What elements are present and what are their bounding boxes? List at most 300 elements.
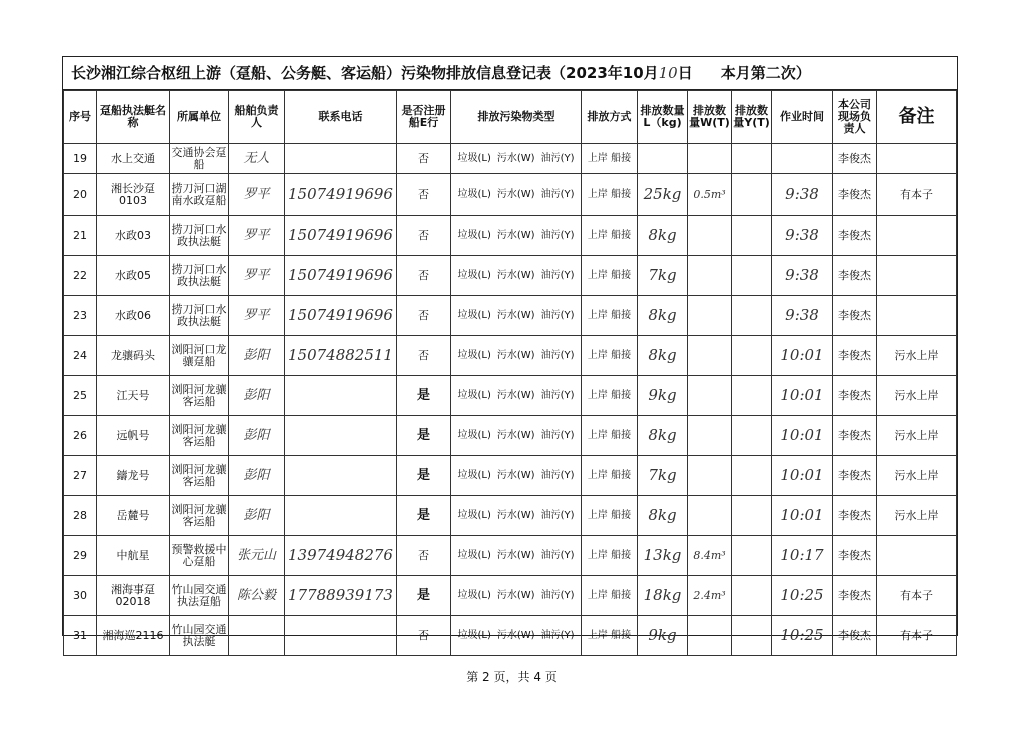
cell-name-text: 水上交通 — [111, 151, 155, 165]
cell-rep — [833, 376, 877, 416]
cell-time — [772, 416, 833, 456]
type-oil: 油污(Y) — [540, 389, 575, 401]
type-sewage: 污水(W) — [496, 349, 535, 361]
cell-unit — [170, 616, 229, 656]
cell-seq — [64, 616, 97, 656]
cell-remark — [877, 616, 957, 656]
cell-unit-text: 浏阳河龙骧客运船 — [171, 382, 227, 408]
cell-owner — [229, 456, 285, 496]
cell-remark — [877, 416, 957, 456]
cell-seq-text: 25 — [73, 388, 87, 402]
cell-phone — [285, 336, 397, 376]
type-garbage: 垃圾(L) — [457, 309, 491, 321]
header-qty-w: 排放数量W(T) — [688, 91, 732, 144]
cell-qty-w — [688, 144, 732, 174]
cell-unit — [170, 496, 229, 536]
type-sewage: 污水(W) — [496, 309, 535, 321]
cell-unit-text: 浏阳河龙骧客运船 — [171, 502, 227, 528]
cell-owner — [229, 174, 285, 216]
table-row — [64, 616, 957, 656]
cell-name-text: 江天号 — [116, 388, 150, 402]
cell-owner — [229, 144, 285, 174]
cell-method — [582, 336, 638, 376]
cell-unit-text: 捞刀河口湖南水政趸船 — [171, 181, 227, 207]
cell-owner-text: 彭阳 — [243, 427, 270, 443]
cell-remark-text: 有本子 — [900, 628, 933, 642]
method-shore: 上岸 — [587, 389, 608, 401]
cell-owner — [229, 336, 285, 376]
cell-qty-y — [732, 456, 772, 496]
registration-form — [62, 56, 958, 648]
type-sewage: 污水(W) — [496, 549, 535, 561]
cell-name-text: 湘海巡2116 — [102, 628, 164, 642]
cell-method — [582, 496, 638, 536]
type-oil: 油污(Y) — [540, 549, 575, 561]
cell-seq — [64, 416, 97, 456]
cell-phone — [285, 296, 397, 336]
cell-types — [451, 144, 582, 174]
table-row — [64, 216, 957, 256]
cell-qty-y — [732, 376, 772, 416]
cell-phone — [285, 416, 397, 456]
cell-qty-y — [732, 576, 772, 616]
cell-remark-text: 污水上岸 — [894, 348, 939, 362]
cell-owner — [229, 256, 285, 296]
cell-owner — [229, 296, 285, 336]
type-oil: 油污(Y) — [540, 188, 575, 200]
type-oil: 油污(Y) — [540, 469, 575, 481]
cell-name — [97, 216, 170, 256]
cell-owner-text: 罗平 — [243, 307, 270, 323]
table-row — [64, 536, 957, 576]
cell-qty-w-text: 8.4m³ — [693, 548, 726, 562]
cell-unit-text: 预警救援中心趸船 — [171, 542, 227, 568]
cell-remark-text: 污水上岸 — [894, 468, 939, 482]
cell-types — [451, 256, 582, 296]
cell-rep — [833, 174, 877, 216]
cell-qty-y — [732, 536, 772, 576]
cell-registered — [397, 496, 451, 536]
method-ship: 船接 — [611, 389, 632, 401]
cell-types — [451, 416, 582, 456]
cell-unit — [170, 456, 229, 496]
cell-unit — [170, 576, 229, 616]
cell-seq-text: 20 — [73, 187, 87, 201]
cell-phone — [285, 496, 397, 536]
cell-seq — [64, 144, 97, 174]
cell-phone — [285, 256, 397, 296]
cell-remark — [877, 256, 957, 296]
cell-seq — [64, 216, 97, 256]
method-shore: 上岸 — [587, 229, 608, 241]
cell-types — [451, 376, 582, 416]
cell-qty-w — [688, 416, 732, 456]
type-garbage: 垃圾(L) — [457, 152, 491, 164]
type-garbage: 垃圾(L) — [457, 269, 491, 281]
cell-time-text: 10:01 — [780, 385, 824, 404]
cell-qty-l — [638, 336, 688, 376]
cell-time — [772, 296, 833, 336]
type-oil: 油污(Y) — [540, 152, 575, 164]
cell-unit-text: 捞刀河口水政执法艇 — [171, 222, 227, 248]
cell-remark — [877, 216, 957, 256]
cell-rep — [833, 336, 877, 376]
cell-time — [772, 536, 833, 576]
cell-unit — [170, 144, 229, 174]
cell-seq-text: 30 — [73, 588, 87, 602]
cell-qty-l-text: 8kg — [648, 425, 677, 444]
cell-time-text: 10:01 — [780, 465, 824, 484]
table-row — [64, 296, 957, 336]
cell-types — [451, 336, 582, 376]
cell-registered-text: 是 — [416, 467, 430, 483]
cell-seq-text: 21 — [73, 228, 87, 242]
cell-remark — [877, 376, 957, 416]
cell-time-text: 10:25 — [780, 625, 824, 644]
cell-name — [97, 174, 170, 216]
cell-remark-text: 有本子 — [900, 187, 933, 201]
table-row — [64, 174, 957, 216]
cell-qty-y — [732, 616, 772, 656]
cell-qty-y — [732, 174, 772, 216]
cell-unit-text: 竹山园交通执法艇 — [171, 622, 227, 648]
cell-qty-l — [638, 256, 688, 296]
cell-owner-text: 罗平 — [243, 227, 270, 243]
type-oil: 油污(Y) — [540, 589, 575, 601]
type-sewage: 污水(W) — [496, 269, 535, 281]
header-owner: 船舶负责人 — [229, 91, 285, 144]
type-sewage: 污水(W) — [496, 589, 535, 601]
type-sewage: 污水(W) — [496, 509, 535, 521]
cell-qty-l — [638, 536, 688, 576]
cell-registered — [397, 416, 451, 456]
type-garbage: 垃圾(L) — [457, 589, 491, 601]
cell-name — [97, 296, 170, 336]
cell-qty-l-text: 18kg — [643, 585, 682, 604]
cell-time — [772, 336, 833, 376]
cell-rep-text: 李俊杰 — [838, 508, 871, 522]
cell-qty-l-text: 9kg — [648, 385, 677, 404]
cell-phone — [285, 456, 397, 496]
pollutant-table — [63, 90, 957, 656]
header-unit: 所属单位 — [170, 91, 229, 144]
method-ship: 船接 — [611, 589, 632, 601]
cell-qty-l — [638, 296, 688, 336]
cell-rep-text: 李俊杰 — [838, 628, 871, 642]
cell-types — [451, 496, 582, 536]
cell-time — [772, 616, 833, 656]
cell-qty-w — [688, 336, 732, 376]
type-oil: 油污(Y) — [540, 309, 575, 321]
cell-rep-text: 李俊杰 — [838, 151, 871, 165]
cell-registered-text: 是 — [416, 427, 430, 443]
cell-owner-text: 陈公毅 — [236, 587, 276, 603]
cell-owner-text: 彭阳 — [243, 387, 270, 403]
method-ship: 船接 — [611, 629, 632, 641]
cell-registered-text: 是 — [416, 507, 430, 523]
cell-qty-l-text: 25kg — [643, 184, 682, 203]
cell-name — [97, 536, 170, 576]
method-shore: 上岸 — [587, 549, 608, 561]
cell-types — [451, 616, 582, 656]
cell-seq-text: 27 — [73, 468, 87, 482]
type-sewage: 污水(W) — [496, 229, 535, 241]
cell-qty-y — [732, 216, 772, 256]
title-day: 10 — [658, 64, 678, 82]
cell-remark-text: 污水上岸 — [894, 388, 939, 402]
cell-time — [772, 496, 833, 536]
cell-owner — [229, 416, 285, 456]
type-sewage: 污水(W) — [496, 389, 535, 401]
cell-owner-text: 彭阳 — [243, 507, 270, 523]
cell-unit-text: 浏阳河龙骧客运船 — [171, 422, 227, 448]
cell-remark — [877, 496, 957, 536]
cell-registered-text: 是 — [416, 387, 430, 403]
cell-qty-y — [732, 496, 772, 536]
cell-time — [772, 216, 833, 256]
cell-qty-l — [638, 144, 688, 174]
cell-name-text: 水政06 — [115, 308, 151, 322]
type-garbage: 垃圾(L) — [457, 469, 491, 481]
cell-remark — [877, 456, 957, 496]
table-row — [64, 496, 957, 536]
cell-method — [582, 536, 638, 576]
header-qty-l: 排放数量L（kg) — [638, 91, 688, 144]
cell-time — [772, 376, 833, 416]
cell-types — [451, 296, 582, 336]
type-garbage: 垃圾(L) — [457, 349, 491, 361]
cell-time-text: 9:38 — [785, 305, 819, 324]
cell-phone-text: 15074919696 — [288, 184, 393, 203]
cell-registered-text: 否 — [418, 348, 429, 362]
cell-unit-text: 捞刀河口水政执法艇 — [171, 302, 227, 328]
cell-method — [582, 416, 638, 456]
cell-registered-text: 是 — [416, 587, 430, 603]
form-title — [63, 57, 957, 90]
cell-method — [582, 296, 638, 336]
cell-time-text: 10:01 — [780, 425, 824, 444]
header-time: 作业时间 — [772, 91, 833, 144]
type-oil: 油污(Y) — [540, 429, 575, 441]
cell-registered-text: 否 — [418, 268, 429, 282]
method-ship: 船接 — [611, 429, 632, 441]
cell-seq — [64, 376, 97, 416]
cell-registered — [397, 336, 451, 376]
cell-qty-w — [688, 456, 732, 496]
cell-seq-text: 23 — [73, 308, 87, 322]
cell-qty-y — [732, 416, 772, 456]
cell-owner — [229, 576, 285, 616]
cell-seq — [64, 536, 97, 576]
cell-types — [451, 576, 582, 616]
header-method: 排放方式 — [582, 91, 638, 144]
cell-owner-text: 罗平 — [243, 267, 270, 283]
cell-qty-l-text: 7kg — [648, 265, 677, 284]
method-shore: 上岸 — [587, 629, 608, 641]
cell-qty-l — [638, 456, 688, 496]
cell-registered-text: 否 — [418, 628, 429, 642]
method-ship: 船接 — [611, 549, 632, 561]
cell-qty-l-text: 8kg — [648, 505, 677, 524]
type-garbage: 垃圾(L) — [457, 389, 491, 401]
cell-owner-text: 张元山 — [236, 547, 276, 563]
cell-registered — [397, 296, 451, 336]
cell-method — [582, 256, 638, 296]
cell-rep — [833, 216, 877, 256]
cell-seq-text: 31 — [73, 628, 87, 642]
cell-qty-l — [638, 496, 688, 536]
cell-remark — [877, 536, 957, 576]
cell-registered-text: 否 — [418, 151, 429, 165]
cell-time-text: 9:38 — [785, 184, 819, 203]
cell-phone — [285, 216, 397, 256]
type-garbage: 垃圾(L) — [457, 188, 491, 200]
cell-name — [97, 256, 170, 296]
cell-remark-text: 污水上岸 — [894, 428, 939, 442]
cell-owner — [229, 616, 285, 656]
cell-qty-w — [688, 536, 732, 576]
cell-seq — [64, 256, 97, 296]
cell-qty-w — [688, 496, 732, 536]
cell-remark — [877, 174, 957, 216]
cell-rep — [833, 456, 877, 496]
cell-rep — [833, 144, 877, 174]
cell-rep — [833, 256, 877, 296]
cell-owner — [229, 496, 285, 536]
cell-rep-text: 李俊杰 — [838, 228, 871, 242]
cell-qty-w — [688, 216, 732, 256]
cell-registered — [397, 256, 451, 296]
type-sewage: 污水(W) — [496, 188, 535, 200]
cell-rep-text: 李俊杰 — [838, 548, 871, 562]
method-ship: 船接 — [611, 509, 632, 521]
cell-name — [97, 576, 170, 616]
cell-phone — [285, 616, 397, 656]
cell-time-text: 10:01 — [780, 505, 824, 524]
cell-unit-text: 浏阳河龙骧客运船 — [171, 462, 227, 488]
table-row — [64, 456, 957, 496]
cell-qty-l-text: 7kg — [648, 465, 677, 484]
cell-registered — [397, 376, 451, 416]
cell-name-text: 岳麓号 — [116, 508, 150, 522]
cell-types — [451, 216, 582, 256]
title-batch: 本月第二次） — [720, 64, 811, 82]
type-sewage: 污水(W) — [496, 152, 535, 164]
table-row — [64, 336, 957, 376]
cell-rep-text: 李俊杰 — [838, 468, 871, 482]
cell-time-text: 10:01 — [780, 345, 824, 364]
method-shore: 上岸 — [587, 269, 608, 281]
cell-seq-text: 29 — [73, 548, 87, 562]
cell-name — [97, 616, 170, 656]
cell-qty-y — [732, 336, 772, 376]
cell-qty-l-text: 8kg — [648, 225, 677, 244]
type-oil: 油污(Y) — [540, 629, 575, 641]
cell-method — [582, 216, 638, 256]
cell-phone — [285, 376, 397, 416]
cell-name-text: 湘海事趸02018 — [111, 582, 155, 608]
cell-qty-l-text: 8kg — [648, 305, 677, 324]
method-shore: 上岸 — [587, 152, 608, 164]
cell-remark-text: 有本子 — [900, 588, 933, 602]
cell-qty-w — [688, 616, 732, 656]
cell-seq-text: 24 — [73, 348, 87, 362]
cell-qty-y — [732, 256, 772, 296]
cell-phone — [285, 576, 397, 616]
title-day-suffix: 日 — [677, 64, 693, 82]
cell-rep-text: 李俊杰 — [838, 268, 871, 282]
header-row — [64, 91, 957, 144]
cell-rep-text: 李俊杰 — [838, 348, 871, 362]
cell-remark — [877, 296, 957, 336]
cell-qty-w — [688, 174, 732, 216]
cell-remark — [877, 144, 957, 174]
cell-method — [582, 376, 638, 416]
page-footer: 第 2 页，共 4 页 — [466, 670, 557, 684]
cell-qty-w — [688, 256, 732, 296]
cell-qty-w — [688, 576, 732, 616]
cell-qty-w-text: 2.4m³ — [693, 588, 726, 602]
cell-method — [582, 616, 638, 656]
cell-remark — [877, 576, 957, 616]
cell-name-text: 龙骧码头 — [111, 348, 155, 362]
method-ship: 船接 — [611, 188, 632, 200]
cell-qty-l — [638, 416, 688, 456]
cell-unit — [170, 256, 229, 296]
cell-rep-text: 李俊杰 — [838, 388, 871, 402]
cell-qty-y — [732, 144, 772, 174]
cell-rep — [833, 576, 877, 616]
cell-qty-l-text: 9kg — [648, 625, 677, 644]
type-oil: 油污(Y) — [540, 509, 575, 521]
header-rep: 本公司现场负责人 — [833, 91, 877, 144]
cell-name — [97, 496, 170, 536]
cell-method — [582, 144, 638, 174]
table-row — [64, 416, 957, 456]
method-shore: 上岸 — [587, 509, 608, 521]
cell-seq-text: 26 — [73, 428, 87, 442]
cell-time-text: 9:38 — [785, 225, 819, 244]
type-sewage: 污水(W) — [496, 469, 535, 481]
cell-method — [582, 576, 638, 616]
header-phone: 联系电话 — [285, 91, 397, 144]
header-remark: 备注 — [877, 91, 957, 144]
cell-qty-w — [688, 376, 732, 416]
cell-time — [772, 174, 833, 216]
cell-unit — [170, 376, 229, 416]
method-shore: 上岸 — [587, 429, 608, 441]
table-row — [64, 144, 957, 174]
cell-seq-text: 19 — [73, 151, 87, 165]
table-row — [64, 576, 957, 616]
cell-qty-l — [638, 216, 688, 256]
table-row — [64, 376, 957, 416]
cell-seq — [64, 496, 97, 536]
cell-registered-text: 否 — [418, 548, 429, 562]
header-qty-y: 排放数量Y(T) — [732, 91, 772, 144]
cell-unit — [170, 296, 229, 336]
cell-qty-l-text: 13kg — [643, 545, 682, 564]
cell-time-text: 10:25 — [780, 585, 824, 604]
method-ship: 船接 — [611, 309, 632, 321]
cell-unit — [170, 416, 229, 456]
cell-remark — [877, 336, 957, 376]
cell-seq-text: 22 — [73, 268, 87, 282]
type-garbage: 垃圾(L) — [457, 509, 491, 521]
cell-rep-text: 李俊杰 — [838, 187, 871, 201]
header-seq: 序号 — [64, 91, 97, 144]
cell-seq — [64, 296, 97, 336]
